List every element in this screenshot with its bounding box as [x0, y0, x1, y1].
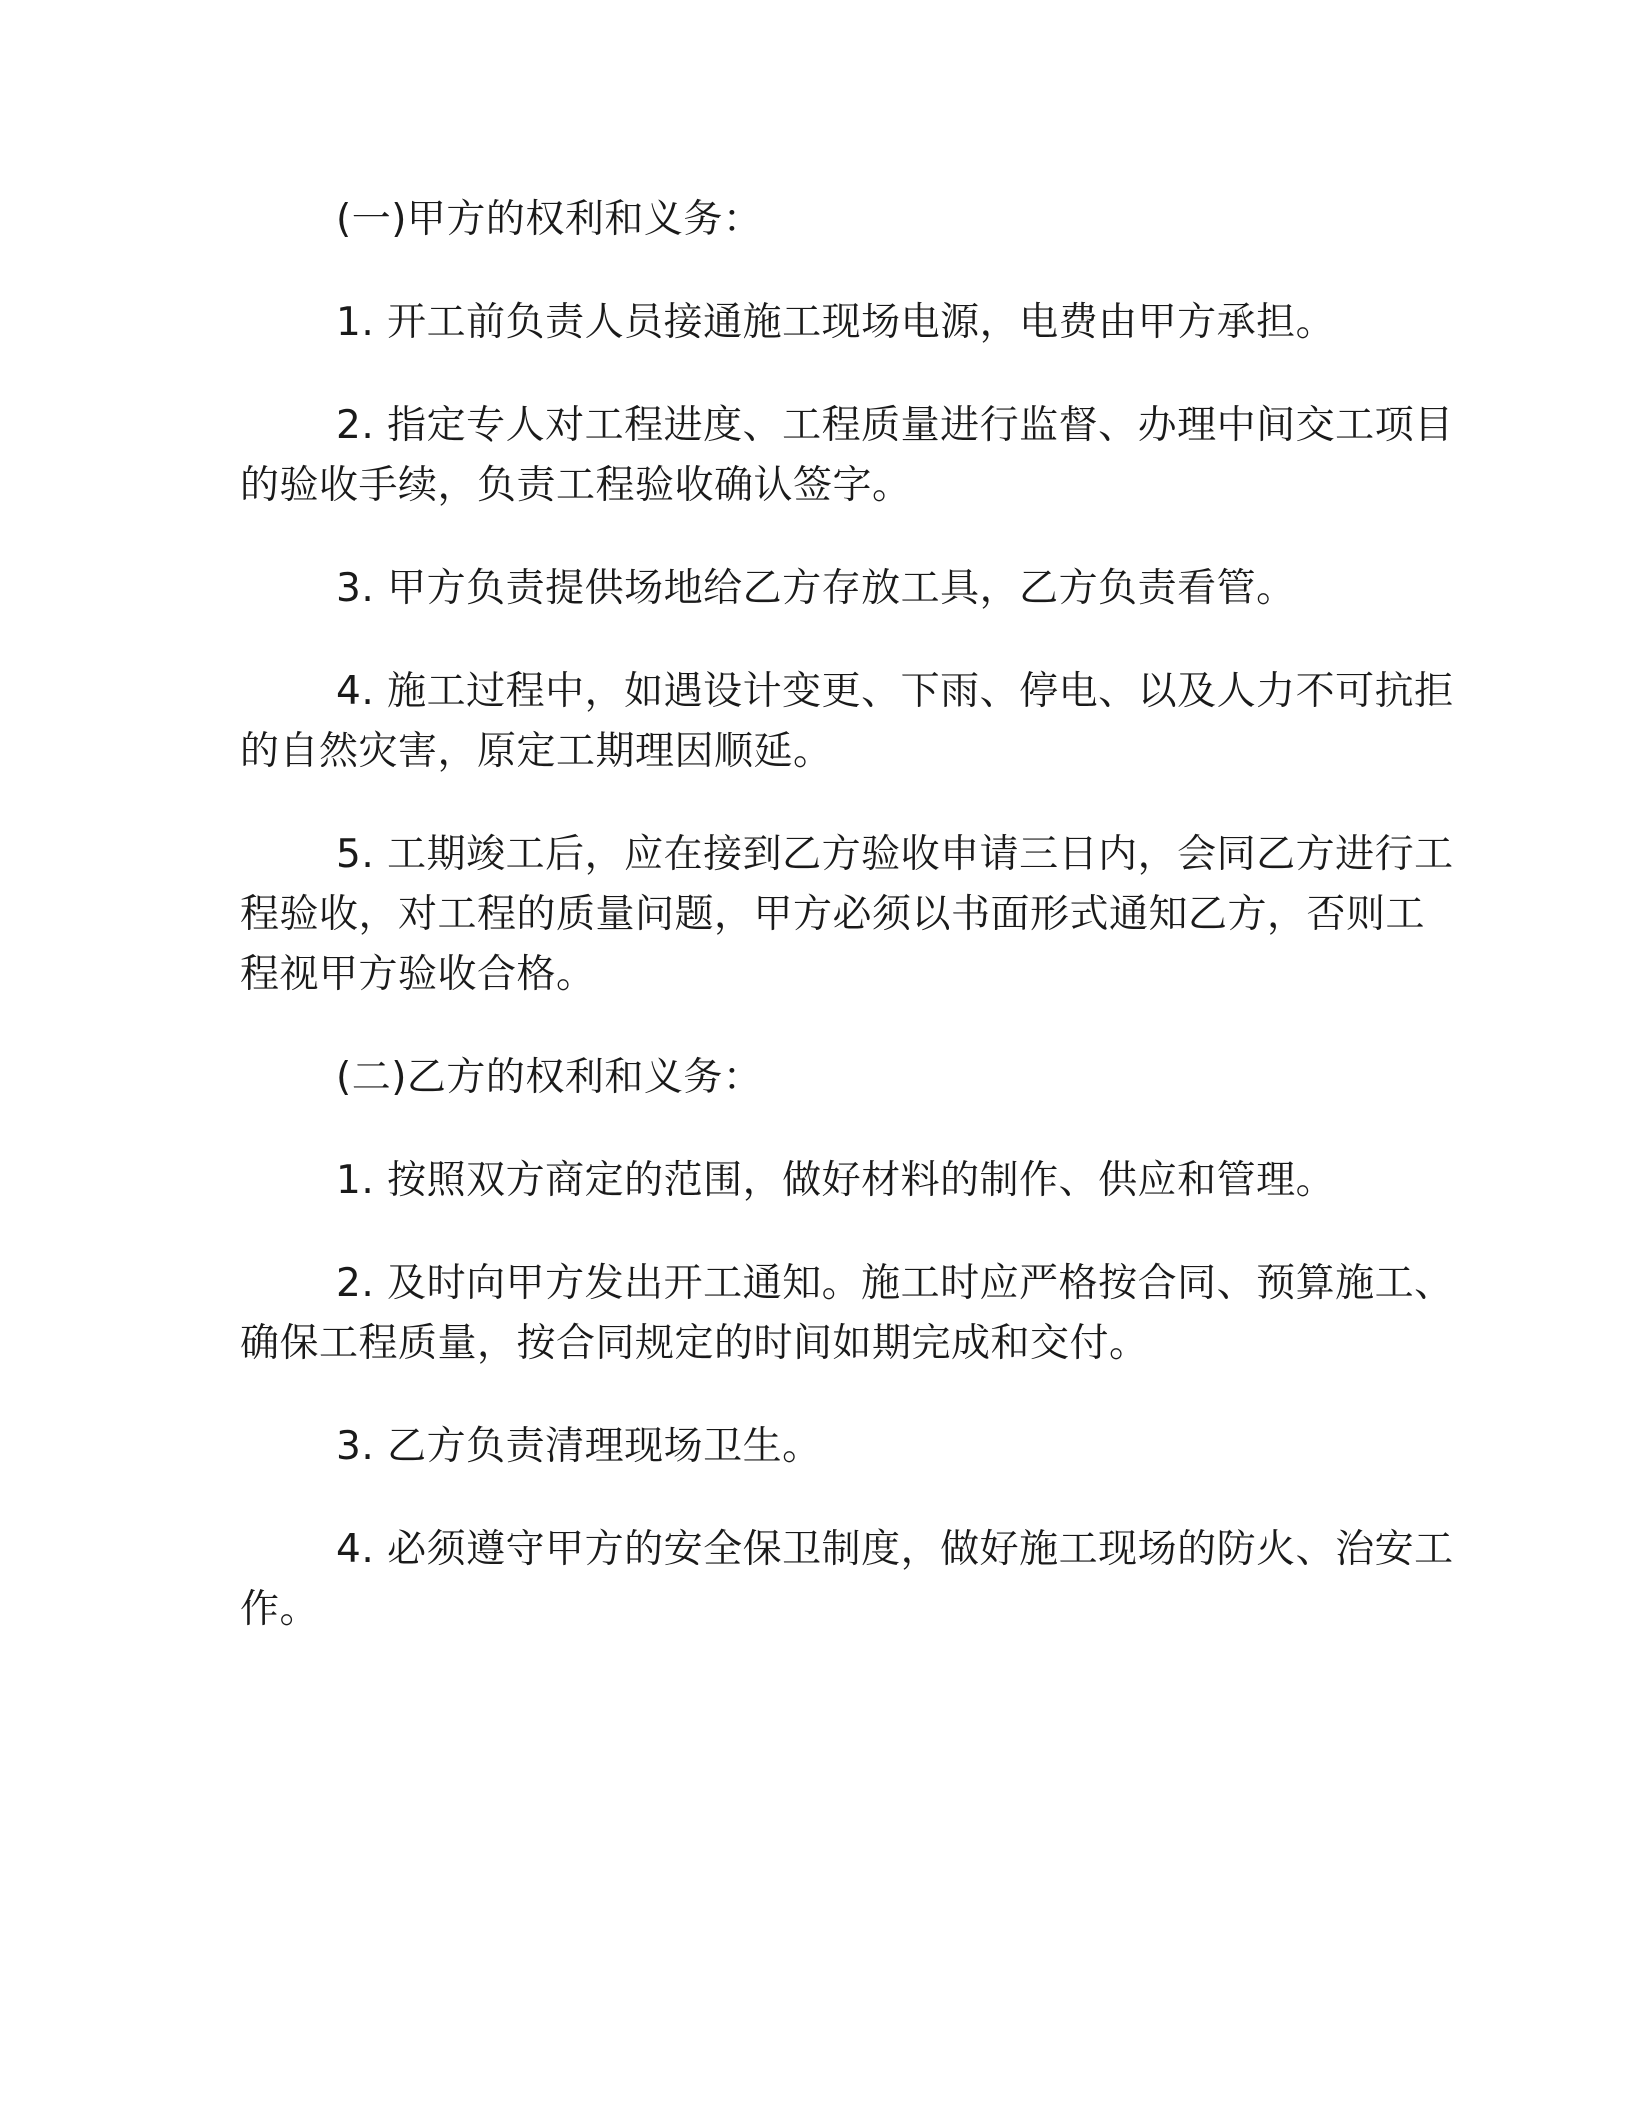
section-a-item-2: 2. 指定专人对工程进度、工程质量进行监督、办理中间交工项目 的验收手续，负责工程验收确认签字。: [240, 403, 1454, 508]
document-page: [240, 190, 1454, 1683]
section-b-item-3: 3. 乙方负责清理现场卫生。: [336, 1424, 822, 1469]
section-a-item-4: 4. 施工过程中，如遇设计变更、下雨、停电、以及人力不可抗拒 的自然灾害，原定工期理因顺延。: [240, 669, 1454, 774]
section-b-item-4: 4. 必须遵守甲方的安全保卫制度，做好施工现场的防火、治安工 作。: [240, 1527, 1454, 1632]
section-b-item-1: 1. 按照双方商定的范围，做好材料的制作、供应和管理。: [336, 1158, 1336, 1203]
section-a-heading: (一)甲方的权利和义务：: [336, 197, 763, 242]
section-b-heading: (二)乙方的权利和义务：: [336, 1055, 763, 1100]
section-a-item-1: 1. 开工前负责人员接通施工现场电源，电费由甲方承担。: [336, 300, 1336, 345]
section-b-item-2: 2. 及时向甲方发出开工通知。施工时应严格按合同、预算施工、 确保工程质量，按合同规定的时间如期完成和交付。: [240, 1261, 1454, 1366]
section-a-item-5: 5. 工期竣工后，应在接到乙方验收申请三日内，会同乙方进行工 程验收，对工程的质量问题，甲方必须以书面形式通知乙方，否则工 程视甲方验收合格。: [240, 832, 1454, 997]
section-a-item-3: 3. 甲方负责提供场地给乙方存放工具，乙方负责看管。: [336, 566, 1296, 611]
